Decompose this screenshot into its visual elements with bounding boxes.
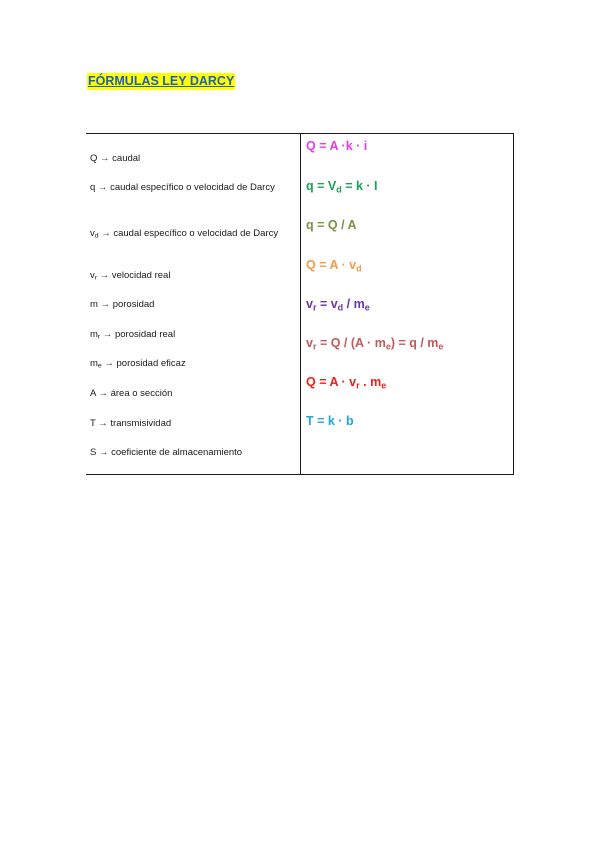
definition-text: porosidad eficaz xyxy=(116,358,186,369)
definition-item xyxy=(90,151,286,166)
definition-symbol: v xyxy=(90,228,95,239)
arrow-icon: → xyxy=(98,228,114,239)
definition-text: caudal específico o velocidad de Darcy xyxy=(113,228,279,239)
page-title: FÓRMULAS LEY DARCY xyxy=(88,74,235,88)
formula-subscript: d xyxy=(356,263,362,274)
definition-text: área o sección xyxy=(110,388,173,399)
definition-item xyxy=(90,416,286,431)
definition-item xyxy=(90,268,286,283)
arrow-icon: → xyxy=(96,447,112,458)
formula-subscript: r xyxy=(356,380,360,391)
definition-symbol: Q xyxy=(90,153,98,164)
formula-line xyxy=(306,217,357,233)
definition-symbol: m xyxy=(90,358,98,369)
formula-text: = Q / (A · m xyxy=(316,336,386,350)
arrow-icon: → xyxy=(97,270,112,281)
definition-symbol: A xyxy=(90,388,96,399)
definition-symbol-subscript: r xyxy=(97,333,101,341)
formula-text: T = k · b xyxy=(306,414,354,428)
definition-text: transmisividad xyxy=(110,418,172,429)
formula-subscript: e xyxy=(364,302,370,313)
definition-item xyxy=(90,226,286,241)
definition-item xyxy=(90,297,286,312)
definition-symbol: m xyxy=(90,329,98,340)
formulas-table xyxy=(86,133,514,475)
definition-text: porosidad real xyxy=(114,329,176,340)
definition-text: porosidad xyxy=(112,299,155,310)
formula-line xyxy=(306,374,386,390)
formula-text: Q = A · v xyxy=(306,375,357,389)
formula-text: q = V xyxy=(306,179,337,193)
formula-subscript: r xyxy=(312,302,317,313)
formula-line xyxy=(306,296,370,312)
definition-symbol: T xyxy=(90,418,96,429)
formula-line xyxy=(306,257,362,273)
formula-text: v xyxy=(306,336,313,350)
arrow-icon: → xyxy=(95,182,111,193)
arrow-icon: → xyxy=(101,358,117,369)
formula-subscript: d xyxy=(337,302,344,313)
definition-item xyxy=(90,356,286,371)
definition-symbol: m xyxy=(90,299,98,310)
formula-text: Q = A · v xyxy=(306,258,357,272)
definition-symbol: v xyxy=(90,270,95,281)
formula-text: q = Q / A xyxy=(306,218,357,232)
table-right-border xyxy=(513,133,514,475)
formula-text: . m xyxy=(359,375,382,389)
definition-item xyxy=(90,327,286,342)
formula-subscript: e xyxy=(438,341,444,352)
arrow-icon: → xyxy=(95,388,111,399)
formula-line xyxy=(306,335,443,351)
definition-item xyxy=(90,445,286,460)
definition-symbol: q xyxy=(90,182,96,193)
formula-text: / m xyxy=(343,297,365,311)
formula-subscript: e xyxy=(385,341,391,352)
definition-item xyxy=(90,386,286,401)
definition-text: coeficiente de almacenamiento xyxy=(111,447,243,458)
formula-text: v xyxy=(306,297,313,311)
formula-text: Q = A ·k · i xyxy=(306,139,368,153)
definition-symbol: S xyxy=(90,447,97,458)
formula-text: = k · I xyxy=(341,179,378,193)
definition-symbol-subscript: e xyxy=(97,362,102,370)
arrow-icon: → xyxy=(95,418,111,429)
formula-line xyxy=(306,413,354,429)
formula-line xyxy=(306,178,378,194)
arrow-icon: → xyxy=(97,299,113,310)
table-column-divider xyxy=(300,133,301,475)
definition-text: caudal específico o velocidad de Darcy xyxy=(110,182,275,193)
definition-item xyxy=(90,180,286,195)
definition-text: caudal xyxy=(112,153,141,164)
formula-subscript: r xyxy=(312,341,317,352)
definition-text: velocidad real xyxy=(111,270,171,281)
formula-line xyxy=(306,138,367,154)
formula-text: = v xyxy=(316,297,338,311)
definition-symbol-subscript: r xyxy=(94,274,98,282)
formula-text: ) = q / m xyxy=(390,336,439,350)
formula-subscript: d xyxy=(336,184,342,195)
formula-subscript: e xyxy=(381,380,387,391)
arrow-icon: → xyxy=(100,329,115,340)
arrow-icon: → xyxy=(97,153,113,164)
definition-symbol-subscript: d xyxy=(94,232,99,240)
